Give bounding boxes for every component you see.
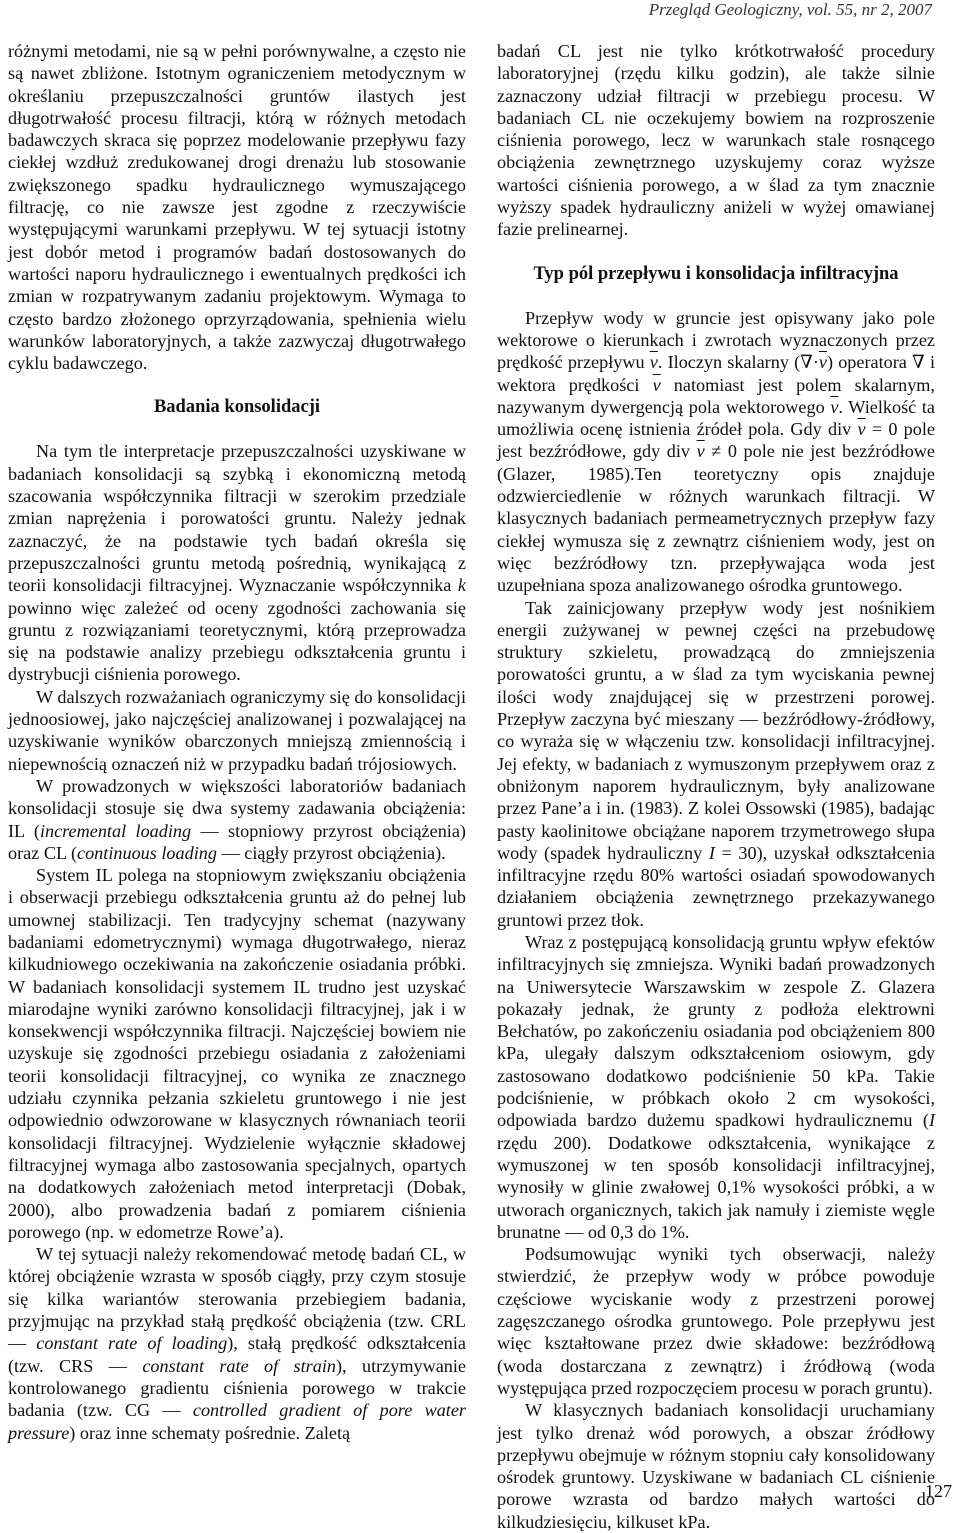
paragraph: Podsumowując wyniki tych obserwacji, należy stwierdzić, że przepływ wody w próbce powoduje częściowe wyciskanie wody z przestrzeni porowej zagęszczanego ośrodka gruntowego. Pole przepływu jest więc kształtowane przez dwie składowe: bezźródłową (woda dostarczana z zewnątrz) i źródłową (woda występująca przed rozpoczęciem procesu w porach gruntu).	[497, 1244, 935, 1398]
paragraph: badań CL jest nie tylko krótkotrwałość procedury laboratoryjnej (rzędu kilku godzin), ale także silnie zaznaczony udział filtracji w przebiegu procesu. W badaniach CL nie oczekujemy bowiem na rozproszenie ciśnienia porowego, lecz w warunkach stale rosnącego obciążenia zewnętrznego uzyskujemy coraz wyższe wartości ciśnienia porowego, a w ślad za tym znacznie wyższy spadek hydrauliczny aniżeli w wyżej omawianej fazie prelinearnej.	[497, 41, 935, 240]
page-number: 127	[925, 1481, 952, 1501]
paragraph: Tak zainicjowany przepływ wody jest nośnikiem energii zużywanej w pewnej części na przebudowę struktury szkieletu, prowadzącą do zmniejszenia porowatości gruntu, a w ślad za tym wyciskania pewnej ilości wody znajdującej się w przestrzeni porowej. Przepływ zaczyna być mieszany — bezźródłowy-źródłowy, co wyraża się w włączeniu tzw. konsolidacji infiltracyjnej. Jej efekty, w badaniach z wymuszonym przepływem oraz z obniżonym naporem hydraulicznym, były analizowane przez Pane’a i in. (1983). Z kolei Ossowski (1985), badając pasty kaolinitowe obciążane naporem trzymetrowego słupa wody (spadek hydrauliczny I = 30), uzyskał odkształcenia infiltracyjne rzędu 80% wartości osiadań spowodowanych działaniem obciążenia zewnętrznego przekazywanego gruntowi przez tłok.	[497, 597, 935, 930]
paragraph: W prowadzonych w większości laboratoriów badaniach konsolidacji stosuje się dwa systemy zadawania obciążenia: IL (incremental loading — stopniowy przyrost obciążenia) oraz CL (continuous loading — ciągły przyrost obciążenia).	[8, 775, 466, 863]
paragraph: różnymi metodami, nie są w pełni porównywalne, a często nie są nawet zbliżone. Istotnym ograniczeniem metodycznym w określaniu przepuszczalności gruntów ilastych jest długotrwałość procesu filtracji, którą w różnych metodach badawczych skraca się poprzez modelowanie przepływu fazy ciekłej wzdłuż zredukowanej drogi drenażu lub stosowanie zwiększonego spadku hydraulicznego wymuszającego filtrację, co nie zawsze jest zgodne z rzeczywiście występującymi warunkami przepływu. W tej sytuacji istotny jest dobór metod i programów badań dostosowanych do wartości naporu hydraulicznego i ewentualnych prędkości ich zmian w rozpatrywanym zadaniu projektowym. Wymaga to często bardzo złożonego oprzyrządowania, spełnienia wielu warunków laboratoryjnych, a także zazwyczaj długotrwałego cyklu badawczego.	[8, 41, 466, 374]
left-column	[8, 40, 466, 1444]
paragraph: System IL polega na stopniowym zwiększaniu obciążenia i obserwacji przebiegu odkształcenia gruntu aż do pełnej lub umownej stabilizacji. Ten tradycyjny schemat (nazywany badaniami edometrycznymi) wymaga długotrwałego, nieraz kilkudniowego oczekiwania na zakończenie osiadania próbki. W badaniach konsolidacji systemem IL trudno jest uzyskać miarodajne wyniki zarówno konsolidacji filtracyjnej, jak i w konsekwencji współczynnika filtracji. Najczęściej bowiem nie uzyskuje się zgodności przebiegu osiadania z założeniami teorii konsolidacji filtracyjnej, co wynika ze znacznego udziału czynnika pełzania szkieletu gruntowego i nie jest odpowiednio odwzorowane w klasycznych równaniach teorii konsolidacji filtracyjnej. Wydzielenie wyłącznie składowej filtracyjnej wymaga albo zastosowania specjalnych, opartych na dodatkowych założeniach metod interpretacji (Dobak, 2000), albo prowadzenia badań z pomiarem ciśnienia porowego (np. w edometrze Rowe’a).	[8, 865, 466, 1242]
section-heading: Typ pól przepływu i konsolidacja infiltracyjna	[533, 263, 899, 284]
journal-header: Przegląd Geologiczny, vol. 55, nr 2, 2007	[648, 0, 932, 19]
paragraph: Wraz z postępującą konsolidacją gruntu wpływ efektów infiltracyjnych się zmniejsza. Wyniki badań prowadzonych na Uniwersytecie Warszawskim w zespole Z. Glazera pokazały jednak, że grunty z podłoża elektrowni Bełchatów, po zakończeniu osiadania pod obciążeniem 800 kPa, ulegały dalszym odkształceniom osiowym, gdy zastosowano dodatkowo podciśnienie 50 kPa. Takie podciśnienie, w próbkach około 2 cm wysokości, odpowiada bardzo dużemu spadkowi hydraulicznemu (I rzędu 200). Dodatkowe odkształcenia, wynikające z wymuszonej w ten sposób konsolidacji infiltracyjnej, wynosiły w glinie zwałowej 0,1% wysokości próbki, a w utworach organicznych, takich jak namuły i ziemiste węgle brunatne — od 0,3 do 1%.	[497, 931, 935, 1242]
paragraph: Przepływ wody w gruncie jest opisywany jako pole wektorowe o kierunkach i zwrotach wyznaczonych przez prędkość przepływu $\overline{v}$. Iloczyn skalarny $(\nabla\cdot\overline{v})$ operatora ∇ i wektora prędkości $\overline{v}$ natomiast jest polem skalarnym, nazywanym dywergencją pola wektorowego $\overline{v}$. Wielkość ta umożliwia ocenę istnienia źródeł pola. Gdy div $\overline{v} = 0$ pole jest bezźródłowe, gdy div $\overline{v} \ne 0$ pole nie jest bezźródłowe (Glazer, 1985).Ten teoretyczny opis znajduje odzwierciedlenie w różnych warunkach filtracji. W klasycznych badaniach permeametrycznych przepływ fazy ciekłej wymusza się z zewnątrz ciśnieniem wody, jest on więc bezźródłowy tzn. przepływająca woda jest uzupełniana spoza analizowanego ośrodka gruntowego.	[497, 307, 936, 596]
paragraph: W dalszych rozważaniach ograniczymy się do konsolidacji jednoosiowej, jako najczęściej analizowanej i pozwalającej na uzyskiwanie wyników obarczonych mniejszą zmiennością i niepewnością oznaczeń niż w przypadku badań trójosiowych.	[8, 686, 466, 774]
right-column	[497, 40, 935, 1533]
paragraph: Na tym tle interpretacje przepuszczalności uzyskiwane w badaniach konsolidacji są szybką i ekonomiczną metodą szacowania współczynnika filtracji w szerokim przedziale zmian naprężenia i porowatości gruntu. Należy jednak zaznaczyć, że na podstawie tych badań określa się przepuszczalności gruntu metodą pośrednią, wynikającą z teorii konsolidacji filtracyjnej. Wyznaczanie współczynnika k powinno więc zależeć od oceny zgodności zachowania się gruntu z rozwiązaniami teoretycznymi, którą przeprowadza się na podstawie analizy przebiegu odkształcenia gruntu i dystrybucji ciśnienia porowego.	[8, 441, 466, 685]
paragraph: W tej sytuacji należy rekomendować metodę badań CL, w której obciążenie wzrasta w sposób ciągły, przy czym stosuje się kilka wariantów sterowania przebiegiem badania, przyjmując na przykład stałą prędkość obciążenia (tzw. CRL — constant rate of loading), stałą prędkość odkształcenia (tzw. CRS — constant rate of strain), utrzymywanie kontrolowanego gradientu ciśnienia porowego w trakcie badania (tzw. CG — controlled gradient of pore water pressure) oraz inne schematy pośrednie. Zaletą	[8, 1244, 467, 1443]
paragraph: W klasycznych badaniach konsolidacji uruchamiany jest tylko drenaż wód porowych, a obszar źródłowy przepływu obejmuje w różnym stopniu cały konsolidowany ośrodek gruntowy. Uzyskiwane w badaniach CL ciśnienie porowe wzrasta od bardzo małych wartości do kilkudziesięciu, kilkuset kPa.	[497, 1400, 935, 1532]
section-heading: Badania konsolidacji	[153, 397, 321, 418]
